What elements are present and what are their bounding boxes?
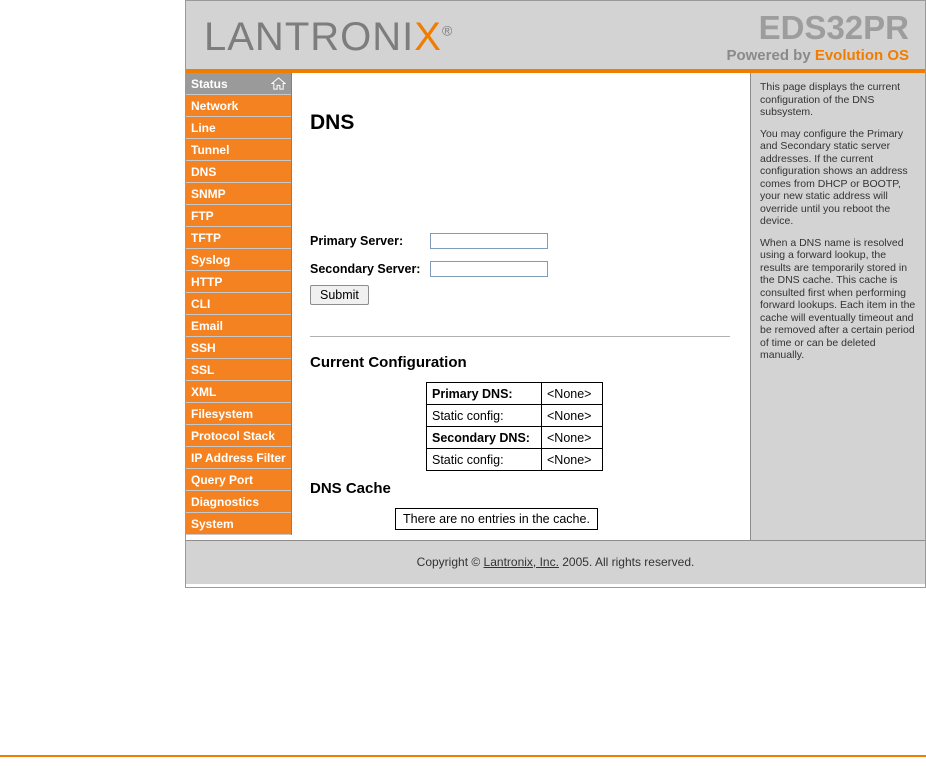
sidebar-item-system[interactable] (186, 513, 291, 535)
help-paragraph: This page displays the current configuration of the DNS subsystem. (760, 81, 901, 118)
table-row (427, 449, 603, 471)
sidebar-item-email[interactable] (186, 315, 291, 337)
config-key: Static config: (427, 449, 542, 471)
config-value: <None> (542, 449, 603, 471)
logo-registered-mark: ® (441, 22, 454, 39)
current-configuration-title: Current Configuration (310, 354, 467, 371)
primary-server-row (310, 233, 548, 249)
sidebar-item-label: SNMP (191, 187, 226, 201)
page-footer (186, 540, 925, 584)
dns-cache-message: There are no entries in the cache. (395, 508, 598, 530)
primary-server-label: Primary Server: (310, 234, 404, 248)
sidebar-item-label: Network (191, 99, 239, 113)
sidebar-item-label: Diagnostics (191, 495, 260, 509)
sidebar-item-label: Protocol Stack (191, 429, 276, 443)
sidebar-item-protocol-stack[interactable] (186, 425, 291, 447)
sidebar-item-label: Tunnel (191, 143, 230, 157)
sidebar-item-cli[interactable] (186, 293, 291, 315)
copyright-text (417, 555, 695, 569)
sidebar-item-label: TFTP (191, 231, 221, 245)
sidebar-item-label: Filesystem (191, 407, 254, 421)
secondary-server-input[interactable] (430, 261, 548, 277)
config-value: <None> (542, 383, 603, 405)
sidebar-item-network[interactable] (186, 95, 291, 117)
sidebar-item-status[interactable] (186, 73, 291, 95)
sidebar-item-label: SSH (191, 341, 216, 355)
sidebar-item-ssh[interactable] (186, 337, 291, 359)
sidebar-item-xml[interactable] (186, 381, 291, 403)
sidebar-item-syslog[interactable] (186, 249, 291, 271)
dns-cache-title: DNS Cache (310, 480, 391, 497)
primary-server-input[interactable] (430, 233, 548, 249)
sidebar-item-label: Status (191, 77, 228, 91)
secondary-server-row (310, 261, 548, 277)
table-row (427, 427, 603, 449)
sidebar-item-diagnostics[interactable] (186, 491, 291, 513)
page-title: DNS (310, 111, 355, 134)
sidebar-item-ssl[interactable] (186, 359, 291, 381)
sidebar-item-ip-address-filter[interactable] (186, 447, 291, 469)
lantronix-logo (204, 15, 453, 60)
sidebar-item-label: Email (191, 319, 224, 333)
sidebar-item-label: Line (191, 121, 216, 135)
evolution-os-brand: Evolution OS (814, 47, 909, 64)
sidebar-item-snmp[interactable] (186, 183, 291, 205)
main-content (293, 73, 750, 540)
device-model-name: EDS32PR (758, 9, 909, 46)
sidebar-nav (186, 73, 292, 535)
sidebar-item-filesystem[interactable] (186, 403, 291, 425)
logo-text: LANTRONI (204, 15, 415, 59)
table-row (427, 405, 603, 427)
sidebar-item-label: FTP (191, 209, 214, 223)
table-row (427, 383, 603, 405)
help-panel (750, 73, 925, 540)
secondary-server-label: Secondary Server: (310, 262, 421, 276)
sidebar-item-dns[interactable] (186, 161, 291, 183)
page-header (186, 1, 925, 73)
section-divider (310, 336, 730, 337)
copyright-prefix: Copyright © (416, 555, 484, 569)
sidebar-item-label: IP Address Filter (191, 451, 286, 465)
help-paragraph: When a DNS name is resolved using a forward lookup, the results are temporarily stored in the DNS cache. This cache is consulted first when performing forward lookups. Each item in the cache will eventually timeout and be removed after a certain period of time or can be deleted manually. (760, 236, 916, 361)
bottom-orange-rule (0, 755, 926, 757)
sidebar-item-tftp[interactable] (186, 227, 291, 249)
powered-by-prefix: Powered by (726, 47, 815, 64)
sidebar-item-label: Syslog (191, 253, 231, 267)
submit-button[interactable]: Submit (310, 285, 369, 305)
config-key: Secondary DNS: (427, 427, 542, 449)
sidebar-item-label: HTTP (191, 275, 223, 289)
sidebar-item-label: SSL (191, 363, 215, 377)
copyright-suffix: 2005. All rights reserved. (558, 555, 695, 569)
sidebar-item-line[interactable] (186, 117, 291, 139)
sidebar-item-ftp[interactable] (186, 205, 291, 227)
home-icon[interactable] (271, 76, 286, 91)
page-body (186, 73, 925, 540)
powered-by-label (726, 47, 909, 64)
config-value: <None> (542, 427, 603, 449)
sidebar-item-label: Query Port (191, 473, 254, 487)
device-web-interface (185, 0, 926, 588)
sidebar-item-label: XML (191, 385, 217, 399)
sidebar-item-http[interactable] (186, 271, 291, 293)
current-configuration-table (426, 382, 603, 471)
config-key: Static config: (427, 405, 542, 427)
sidebar-item-label: CLI (191, 297, 211, 311)
sidebar-item-label: DNS (191, 165, 217, 179)
help-paragraph: You may configure the Primary and Secondary static server addresses. If the current configuration shows an address comes from DHCP or BOOTP, your new static address will override until you reboot the device. (760, 127, 908, 227)
config-key: Primary DNS: (427, 383, 542, 405)
sidebar-item-query-port[interactable] (186, 469, 291, 491)
sidebar-item-label: System (191, 517, 234, 531)
sidebar-item-tunnel[interactable] (186, 139, 291, 161)
lantronix-link[interactable]: Lantronix, Inc. (483, 555, 559, 569)
logo-x: X (414, 15, 442, 59)
config-value: <None> (542, 405, 603, 427)
